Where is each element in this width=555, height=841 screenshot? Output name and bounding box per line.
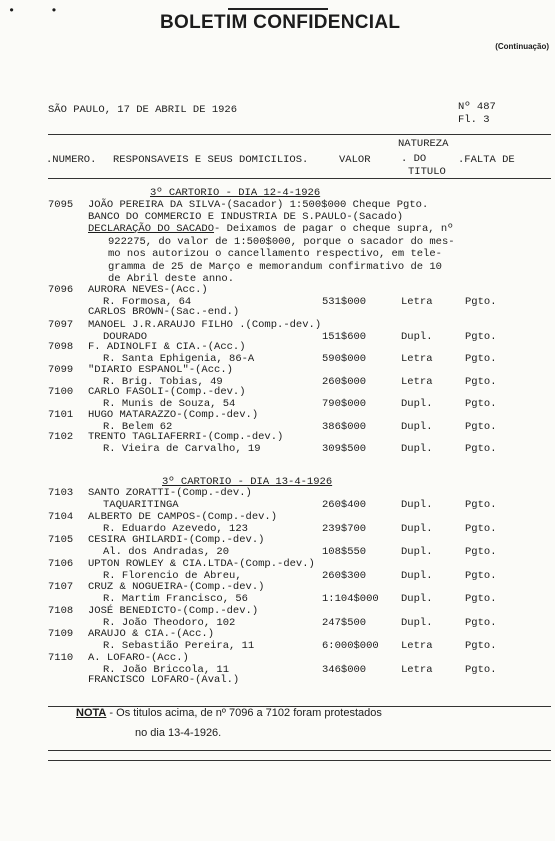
col-falta: .FALTA DE (458, 154, 515, 166)
header-rule-bottom (48, 178, 551, 179)
place-date: SÃO PAULO, 17 DE ABRIL DE 1926 (48, 104, 238, 116)
entry-party: SANTO ZORATTI-(Comp.-dev.) (88, 487, 252, 499)
entry-number: 7106 (48, 557, 74, 570)
entry-status: Pgto. (465, 616, 497, 629)
entry-number: 7110 (48, 651, 74, 664)
col-natureza-3: TITULO (408, 166, 446, 178)
entry-status: Pgto. (465, 330, 497, 343)
entry-value: 386$000 (322, 420, 367, 433)
entry-title-kind: Dupl. (401, 499, 433, 511)
entry-status: Pgto. (465, 640, 497, 652)
footnote-text: - Os titulos acima, de nº 7096 a 7102 foram protestados (109, 707, 382, 719)
entry-number: 7098 (48, 341, 74, 353)
entry-number: 7097 (48, 318, 74, 331)
entry-number: 7099 (48, 363, 74, 376)
entry-title-kind: Letra (401, 353, 433, 365)
entry-party: CRUZ & NOGUEIRA-(Comp.-dev.) (88, 581, 265, 593)
entry-party: "DIARIO ESPANOL"-(Acc.) (88, 363, 233, 376)
entry-value: 6:000$000 (322, 640, 379, 652)
entry-address: R. Florencio de Abreu, (103, 569, 242, 582)
header-rule-top (48, 134, 551, 135)
entry-party: UPTON ROWLEY & CIA.LTDA-(Comp.-dev.) (88, 557, 315, 570)
entry-address: R. João Briccola, 11 (103, 663, 230, 676)
entry-party: MANOEL J.R.ARAUJO FILHO .(Comp.-dev.) (88, 318, 322, 331)
entry-value: 239$700 (322, 522, 367, 535)
entry-address: R. Vieira de Carvalho, 19 (103, 443, 261, 455)
entry-title-kind: Dupl. (401, 443, 433, 455)
entry-address: R. Sebastião Pereira, 11 (103, 640, 255, 652)
declaration-block (88, 223, 455, 286)
sheet-number: Fl. 3 (458, 114, 490, 126)
entry-title-kind: Dupl. (401, 330, 433, 343)
declaration-label: DECLARAÇÃO DO SACADO (88, 223, 215, 235)
entry-address: R. Martim Francisco, 56 (103, 593, 248, 605)
declaration-line: - Deixamos de pagar o cheque supra, nº (214, 223, 454, 235)
entry-text: BANCO DO COMMERCIO E INDUSTRIA DE S.PAULO-(Sacado) (88, 211, 404, 223)
entry-value: 151$600 (322, 330, 367, 343)
margin-marks: • • (8, 4, 72, 18)
entry-title-kind: Dupl. (401, 569, 433, 582)
entry-party: CARLO FASOLI-(Comp.-dev.) (88, 386, 246, 398)
entry-title-kind: Letra (401, 640, 433, 652)
entry-address: R. Munis de Souza, 54 (103, 398, 236, 410)
entry-value: 1:104$000 (322, 593, 379, 605)
footnote-line-2: no dia 13-4-1926. (135, 727, 222, 739)
entry-party: CESIRA GHILARDI-(Comp.-dev.) (88, 534, 265, 546)
entry-address: DOURADO (103, 330, 148, 343)
entry-number: 7109 (48, 628, 74, 640)
entry-detail-row (0, 443, 555, 456)
declaration-line: gramma de 25 de Março e memorandum confirmativo de 10 (108, 260, 442, 273)
entry-status: Pgto. (465, 443, 497, 455)
col-numero: .NUMERO. (46, 154, 97, 166)
entry-extra: FRANCISCO LOFARO-(Aval.) (88, 674, 240, 686)
entry-party: TRENTO TAGLIAFERRI-(Comp.-dev.) (88, 431, 284, 443)
entry-status: Pgto. (465, 593, 497, 605)
entry-status: Pgto. (465, 522, 497, 535)
entry-number: 7108 (48, 604, 74, 617)
footnote-label: NOTA (76, 707, 107, 719)
declaration-line: mo nos autorizou o cancellamento respectivo, em tele- (108, 248, 442, 260)
col-responsaveis: RESPONSAVEIS E SEUS DOMICILIOS. (113, 154, 309, 166)
entry-party: HUGO MATARAZZO-(Comp.-dev.) (88, 408, 259, 421)
entry-value: 247$500 (322, 616, 367, 629)
entry-extra: CARLOS BROWN-(Sac.-end.) (88, 305, 240, 318)
entry-title-kind: Dupl. (401, 522, 433, 535)
entry-status: Pgto. (465, 296, 497, 308)
entry-number: 7100 (48, 386, 74, 398)
entry-title-kind: Letra (401, 375, 433, 388)
entry-status: Pgto. (465, 499, 497, 511)
entry-value: 790$000 (322, 398, 367, 410)
entry-status: Pgto. (465, 663, 497, 676)
entry-status: Pgto. (465, 398, 497, 410)
entry-party: ALBERTO DE CAMPOS-(Comp.-dev.) (88, 510, 278, 523)
entry-title-kind: Letra (401, 663, 433, 676)
entry-address: R. Formosa, 64 (103, 296, 192, 308)
entry-party: ARAUJO & CIA.-(Acc.) (88, 628, 215, 640)
entry-status: Pgto. (465, 353, 497, 365)
section-heading-1: 3º CARTORIO - DIA 12-4-1926 (150, 187, 321, 199)
top-rule (228, 8, 328, 10)
entry-number: 7104 (48, 510, 74, 523)
continuation-label: (Continuação) (495, 42, 549, 51)
entry-party: AURORA NEVES-(Acc.) (88, 284, 208, 296)
entry-number: 7105 (48, 534, 74, 546)
declaration-line: 922275, do valor de 1:500$000, porque o sacador do mes- (108, 235, 455, 248)
entry-address: Al. dos Andradas, 20 (103, 546, 230, 558)
declaration-line: de Abril deste anno. (108, 273, 235, 285)
entry-title-kind: Dupl. (401, 593, 433, 605)
section-heading-2: 3º CARTORIO - DIA 13-4-1926 (162, 476, 333, 488)
entry-status: Pgto. (465, 546, 497, 558)
entry-address: R. Brig. Tobias, 49 (103, 375, 223, 388)
entry-number: 7101 (48, 408, 74, 421)
entry-value: 260$300 (322, 569, 367, 582)
entry-status: Pgto. (465, 375, 497, 388)
page-title: BOLETIM CONFIDENCIAL (160, 12, 401, 33)
entry-value: 260$000 (322, 375, 367, 388)
entry-party: F. ADINOLFI & CIA.-(Acc.) (88, 341, 246, 353)
entry-number: 7096 (48, 284, 74, 296)
entry-status: Pgto. (465, 569, 497, 582)
entry-party: A. LOFARO-(Acc.) (88, 651, 189, 664)
entry-extra-row (0, 674, 555, 687)
entry-value: 590$000 (322, 353, 367, 365)
footer-rule-2 (48, 760, 551, 761)
entry-value: 531$000 (322, 296, 367, 308)
entry-status: Pgto. (465, 420, 497, 433)
entry-address: R. João Theodoro, 102 (103, 616, 236, 629)
entry-address: R. Belem 62 (103, 420, 173, 433)
entry-address: TAQUARITINGA (103, 499, 179, 511)
entry-title-kind: Letra (401, 296, 433, 308)
entry-title-kind: Dupl. (401, 420, 433, 433)
entry-title-kind: Dupl. (401, 398, 433, 410)
footer-rule-1 (48, 750, 551, 751)
entry-number: 7103 (48, 487, 74, 499)
entry-address: R. Santa Ephigenia, 86-A (103, 353, 255, 365)
col-valor: VALOR (339, 154, 371, 166)
col-natureza-1: NATUREZA (398, 138, 449, 150)
entry-party: JOSÉ BENEDICTO-(Comp.-dev.) (88, 604, 259, 617)
entry-number: 7107 (48, 581, 74, 593)
entry-extra-row (0, 306, 555, 319)
entry-title-kind: Dupl. (401, 616, 433, 629)
entry-address: R. Eduardo Azevedo, 123 (103, 522, 248, 535)
bulletin-number: Nº 487 (458, 101, 496, 113)
entry-number: 7102 (48, 431, 74, 443)
col-natureza-2: . DO (401, 153, 427, 165)
entry-text: JOÃO PEREIRA DA SILVA-(Sacador) 1:500$000 Cheque Pgto. (88, 199, 429, 211)
entry-value: 260$400 (322, 499, 367, 511)
entry-value: 309$500 (322, 443, 367, 455)
footnote-line-1 (76, 707, 382, 719)
entry-value: 346$000 (322, 663, 367, 676)
entry-value: 108$550 (322, 546, 367, 558)
entry-title-kind: Dupl. (401, 546, 433, 558)
entry-number: 7095 (48, 199, 74, 211)
